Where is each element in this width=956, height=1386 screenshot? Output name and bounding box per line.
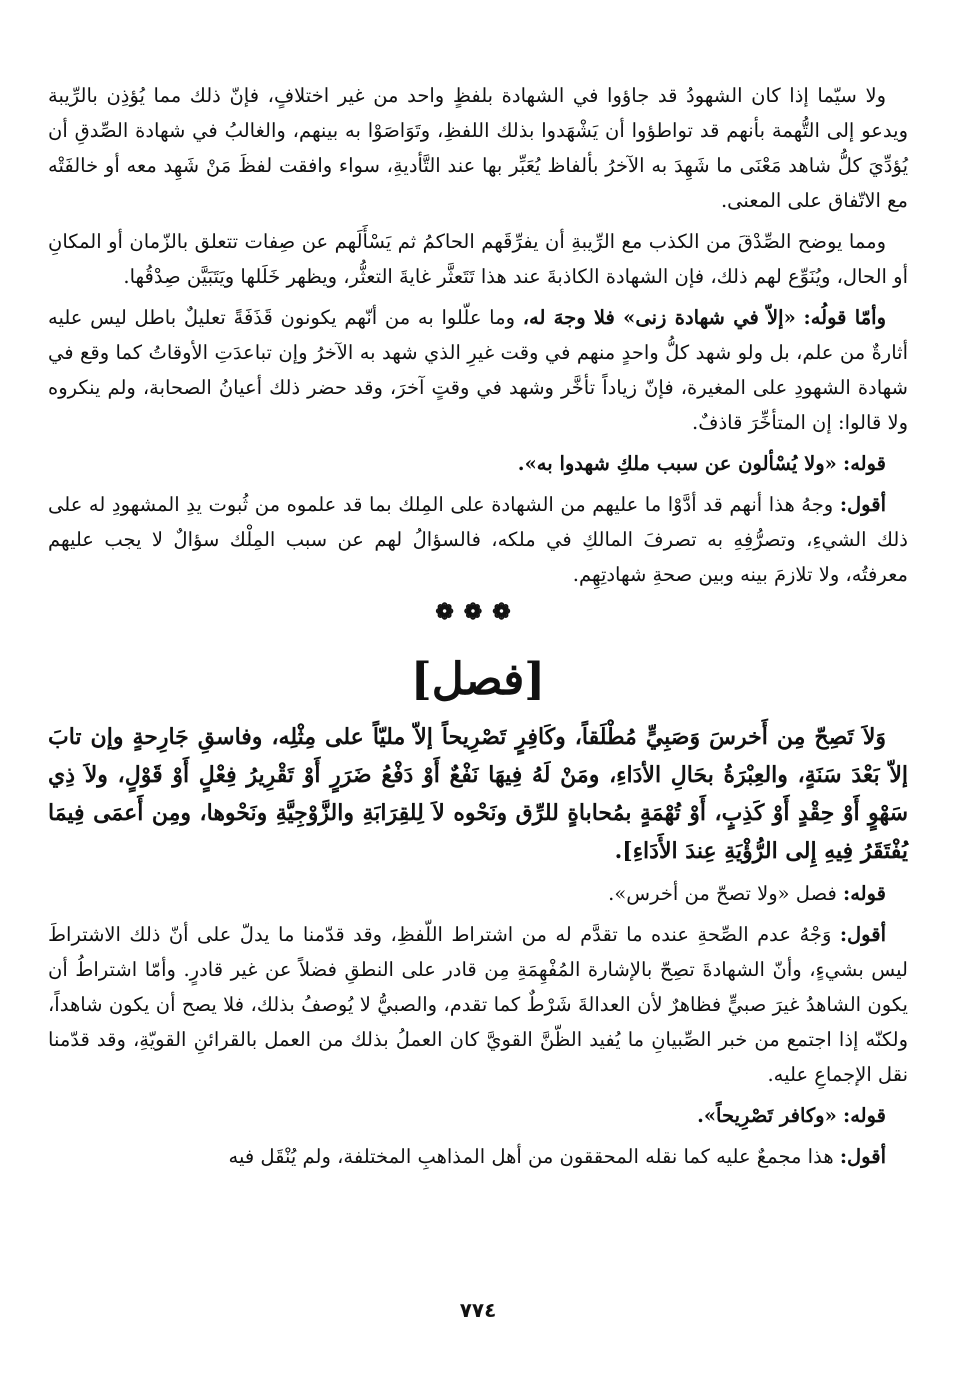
- paragraph-8-lead: قوله:: [843, 1104, 886, 1127]
- page-body: [48, 78, 908, 1180]
- paragraph-7: [48, 917, 908, 1092]
- paragraph-7-lead: أقول:: [839, 923, 886, 946]
- paragraph-3: [48, 300, 908, 440]
- paragraph-2: [48, 224, 908, 294]
- paragraph-8-quote: «وكافر تَصْرِيحاً».: [697, 1104, 837, 1127]
- paragraph-4-quote: «ولا يُسْألون عن سبب ملكِ شهدوا به».: [517, 452, 837, 475]
- paragraph-4-lead: قوله:: [843, 452, 886, 475]
- section-ornament: ❁❁❁: [435, 599, 521, 625]
- paragraph-5-lead: أقول:: [839, 493, 886, 516]
- paragraph-3-lead: وأمّا قولُه:: [803, 306, 887, 329]
- paragraph-6-lead: قوله:: [843, 882, 886, 905]
- paragraph-4: [48, 446, 908, 481]
- paragraph-7-text: وَجْهُ عدم الصِّحةِ عنده ما تقدَّم له من اشتراط اللّفظِ، وقد قدّمنا ما يدلّ على أنّ ذلك الاشتراطَ ليس بشيءٍ، وأنّ الشهادةَ تصِحّ بالإشارة المُفْهِمَةِ مِن قادر على النطقِ فضلاً عن غير قادرٍ. وأمّا اشتراطُ أن يكون الشاهدُ غيرَ صبيٍّ فظاهرٌ لأن العدالةَ شَرْطٌ كما تقدم، والصبيُّ لا يُوصفُ بذلك، فلا يصح أن يكون شاهداً، ولكنّه إذا اجتمع من خبر الصِّبيانِ ما يُفيد الظّنَّ القويَّ كان العملُ بذلك من العمل بالقرائنِ القويّةِ، وقد قدّمنا نقل الإجماعِ عليه.: [48, 923, 908, 1086]
- paragraph-5: [48, 487, 908, 592]
- paragraph-8: [48, 1098, 908, 1133]
- paragraph-6: [48, 876, 908, 911]
- paragraph-1-text: ولا سيّما إذا كان الشهودُ قد جاؤوا في الشهادة بلفظٍ واحد من غير اختلافٍ، فإنّ ذلك مما يُؤذِن بالرِّيبة ويدعو إلى التُّهمة بأنهم قد تواطؤوا أن يَشْهَدوا بذلك اللفظِ، وتَوَاصَوْا به بينهم، والغالبُ في شهادة الصِّدقِ أن يُؤدِّيَ كلُّ شاهد مَعْنَى ما شَهِدَ به الآخرُ بألفاظ يُعَبِّر بها عند التَّأديةِ، سواء وافقت لفظَ مَنْ شَهِد معه أو خالفَتْه مع الاتّفاق على المعنى.: [48, 84, 908, 212]
- paragraph-5-text: وجهُ هذا أنهم قد أدَّوْا ما عليهم من الشهادة على المِلك بما قد علموه من ثُبوت يدِ المشهودِ له على ذلك الشيءِ، وتصرُّفِهِ به تصرفَ المالكِ في ملكه، فالسؤالُ لهم عن سبب المِلْك سؤالٌ لا يجب عليهم معرفتُه، ولا تلازمَ بينه وبين صحةِ شهادتِهِم.: [48, 493, 908, 586]
- paragraph-1: [48, 78, 908, 218]
- paragraph-9-lead: أقول:: [839, 1145, 886, 1168]
- section-title: [فصل]: [410, 654, 546, 705]
- matn-text: وَلاَ تَصِحّ مِن أَخرسَ وَصَبِيٍّ مُطْلَقاً، وكَافِرٍ تَصْرِيحاً إلاّ مليّاً على مِثْلِه، وفاسقِ جَارِحةٍ وإن تابَ إلاّ بَعْدَ سَنَةٍ، والعِبْرَةُ بحَالِ الأدَاءِ، ومَنْ لَهُ فِيهَا نَفْعٌ أَوْ دَفْعُ ضَرَرٍ أَوْ تَقْرِيرُ فِعْلٍ أَوْ قَوْلٍ، ولاَ ذِي سَهْوٍ أَوْ حِقْدٍ أَوْ كَذِبٍ، أَوْ تُهْمَةٍ بمُحاباةٍ للرِّق ونَحْوه لاَ لِلقِرَابَةِ والزَّوْجِيَّةِ ونَحْوها، ومِن أَعمَى فِيمَا يُفْتَقَرُ فِيهِ إِلى الرُّؤْيَةِ عِندَ الأَدَاءِ].: [48, 724, 908, 864]
- paragraph-9: [48, 1139, 908, 1174]
- paragraph-9-text: هذا مجمعٌ عليه كما نقله المحققون من أهل المذاهبِ المختلفة، ولم يُنْقَل فيه: [228, 1145, 834, 1168]
- paragraph-3-quote: «إلاّ في شهادة زنى» فلا وجهَ له،: [522, 306, 796, 329]
- paragraph-3-text: وما علّلوا به من أنّهم يكونون قَذَفَةً تعليلٌ باطل ليس عليه أثارةٌ من علم، بل ولو شهد كلُّ واحدٍ منهم في وقت غيرِ الذي شهد به الآخرُ وإن تباعدَتِ الأوقاتُ كما وقع في شهادة الشهودِ على المغيرة، فإنّ زياداً تأخَّر وشهد في وقتٍ آخرَ، وقد حضر ذلك أعيانُ الصحابة، ولم ينكروه ولا قالوا: إن المتأخِّرَ قاذفٌ.: [48, 306, 908, 434]
- paragraph-6-quote: فصل «ولا تصحّ من أخرس».: [608, 882, 837, 905]
- page-number: ٧٧٤: [459, 1298, 497, 1322]
- paragraph-2-text: ومما يوضح الصِّدْقَ من الكذب مع الرِّيبةِ أن يفرِّقَهم الحاكمُ ثم يَسْأَلَهم عن صِفات تتعلق بالزّمان أو المكانِ أو الحال، ويُنَوِّع لهم ذلك، فإن الشهادة الكاذبةَ عند هذا تَتَعثَّر غايةَ التعثُّر، ويظهر خَلَلها ويَتَبَيَّن صِدْقُها.: [48, 230, 908, 288]
